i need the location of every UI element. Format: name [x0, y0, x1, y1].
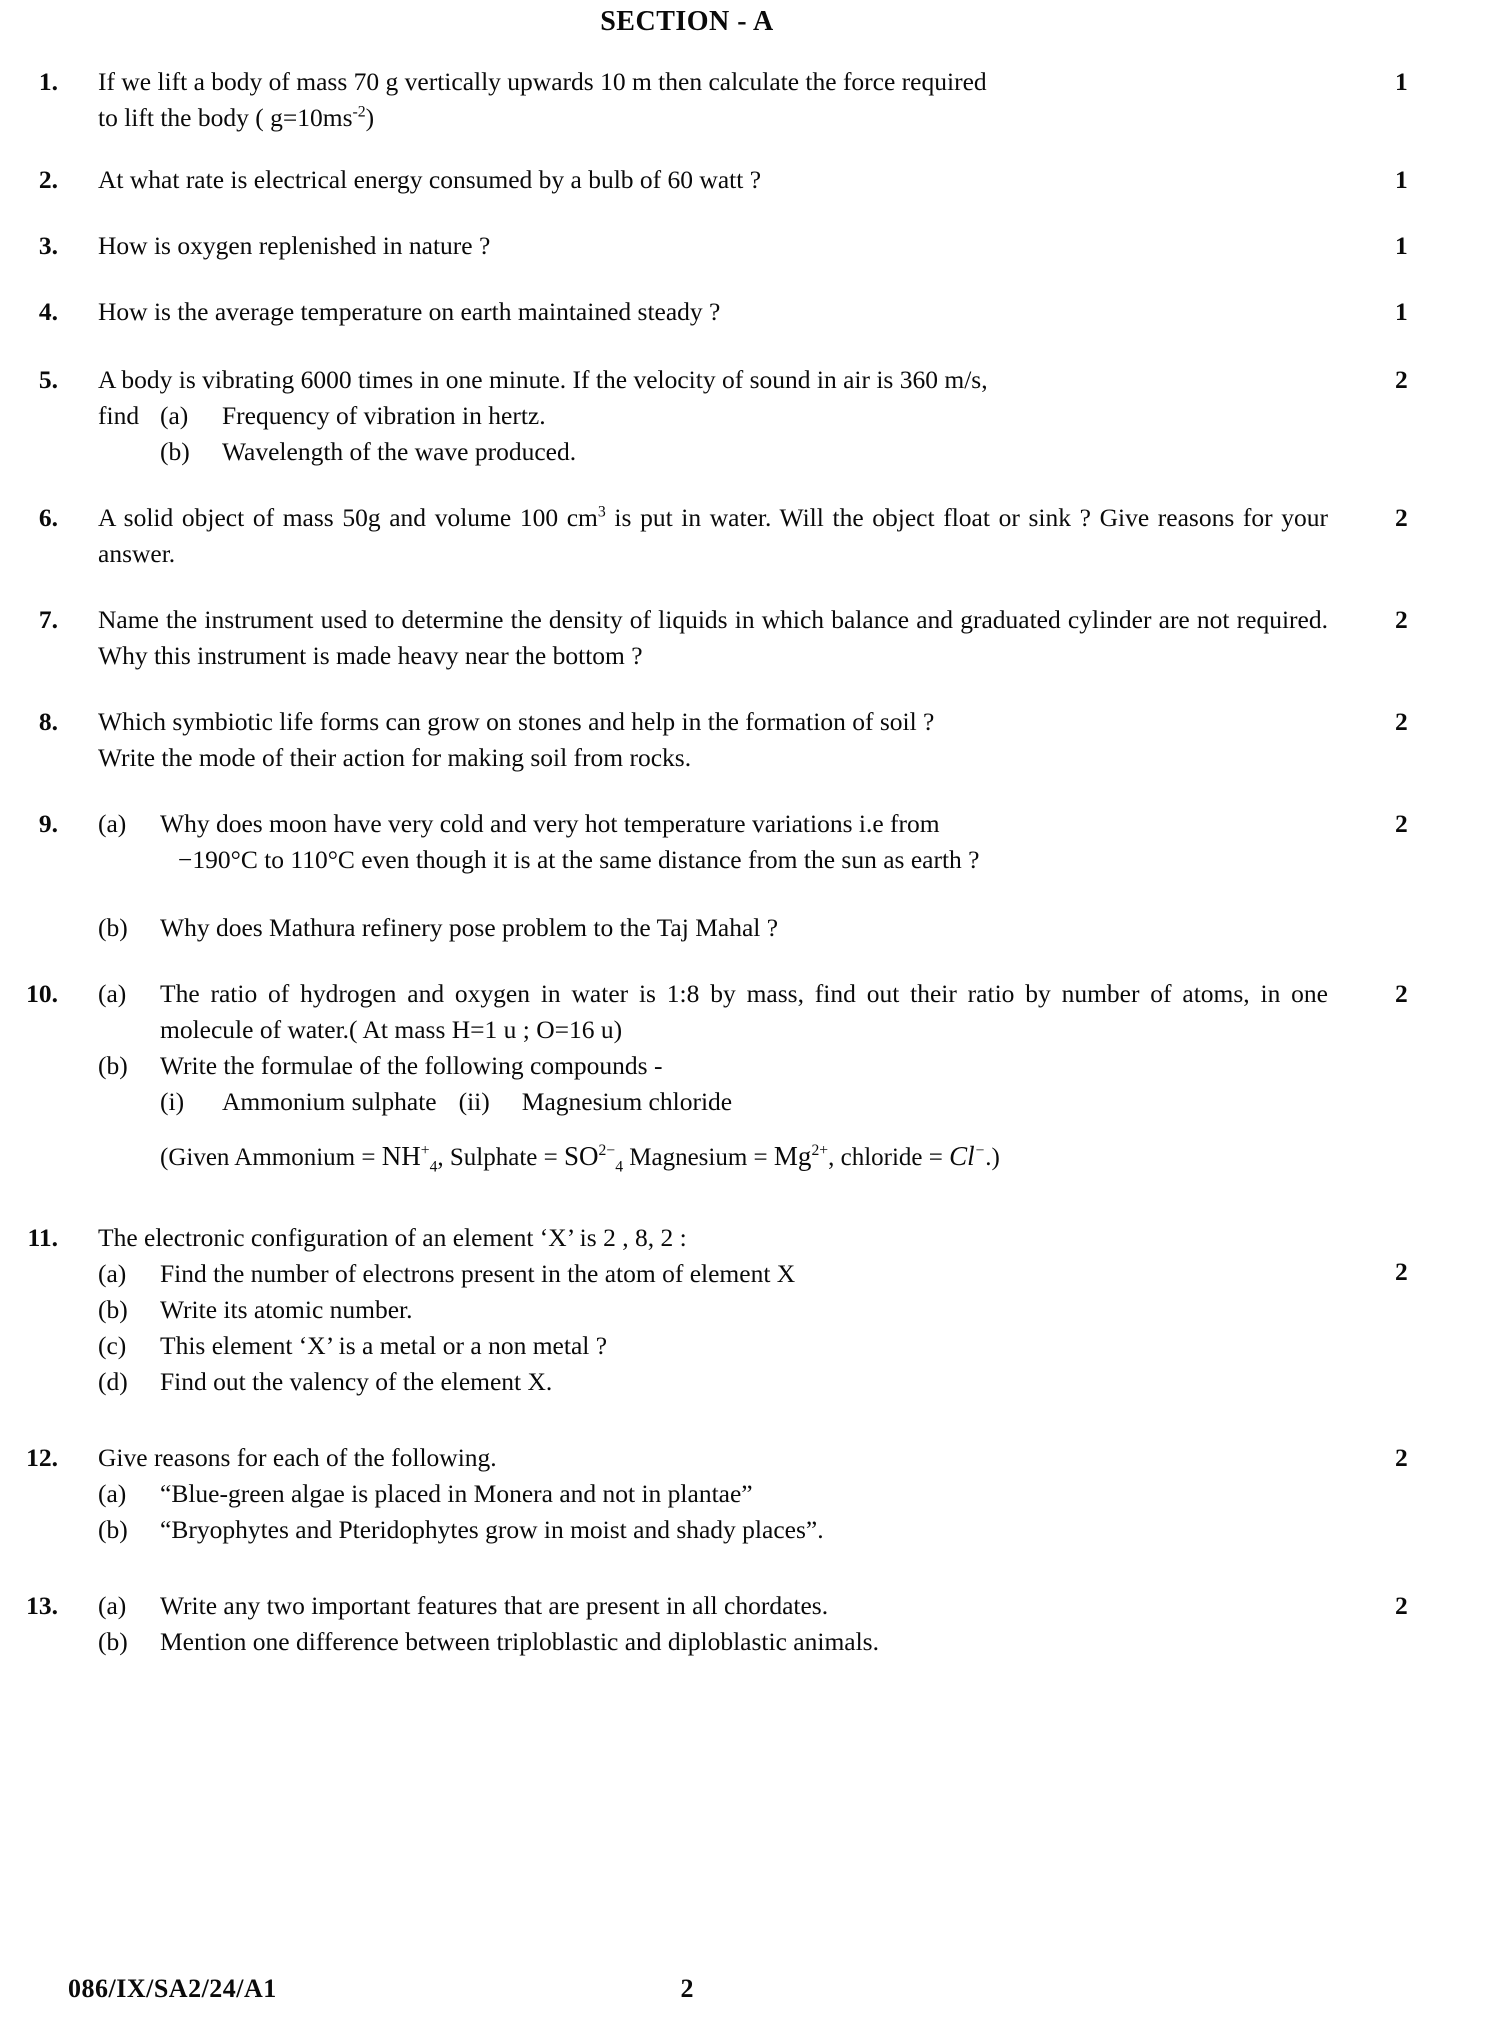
marks-value: 2	[1395, 365, 1408, 394]
question-number: 9.	[38, 809, 58, 838]
formula-close: .)	[985, 1144, 1000, 1171]
question-text-fragment: A solid object of mass 50g and volume 100 cm	[98, 503, 598, 532]
marks-value: 2	[1395, 605, 1408, 634]
question-item-6	[0, 500, 1504, 572]
question-number: 5.	[38, 365, 58, 394]
subitem-label: (d)	[98, 1367, 128, 1396]
page-footer	[0, 1974, 1504, 2014]
chloride-formula	[949, 1141, 985, 1171]
question-body: Name the instrument used to determine the density of liquids in which balance and graduated cylinder are not required. Why this instrument is made heavy near the bottom ?	[98, 605, 1328, 670]
question-body	[68, 500, 1328, 572]
formula-sep: , Sulphate =	[437, 1144, 564, 1171]
marks-value: 2	[1395, 707, 1408, 736]
paper-code: 086/IX/SA2/24/A1	[68, 1974, 277, 2003]
subitem-text: Frequency of vibration in hertz.	[222, 401, 546, 430]
subitem-text: This element ‘X’ is a metal or a non metal ?	[160, 1331, 608, 1360]
question-number: 11.	[27, 1223, 58, 1252]
question-body	[68, 1440, 1328, 1548]
chloride-charge: −	[974, 1142, 986, 1159]
question-subitem	[98, 434, 1328, 470]
question-body	[68, 976, 1328, 1176]
subitem-label: (b)	[98, 913, 128, 942]
question-subitem	[98, 1588, 1328, 1624]
question-text-line: At what rate is electrical energy consumed by a bulb of 60 watt ?	[98, 165, 762, 194]
question-item-13	[0, 1588, 1504, 1660]
question-subitem	[98, 1256, 1328, 1292]
question-subitem	[98, 398, 1328, 434]
question-text-fragment: )	[365, 103, 375, 132]
subitem-text: Write its atomic number.	[160, 1295, 413, 1324]
question-subitem	[98, 1476, 1328, 1512]
subitem-text	[160, 806, 1328, 878]
formula-line	[98, 1138, 1328, 1176]
subitem-label: (a)	[98, 979, 127, 1008]
question-number: 13.	[26, 1591, 58, 1620]
question-text-line: Give reasons for each of the following.	[98, 1443, 497, 1472]
roman-text: Ammonium sulphate	[222, 1087, 437, 1116]
subitem-text: Why does Mathura refinery pose problem to the Taj Mahal ?	[160, 913, 779, 942]
subitem-label: (a)	[98, 1259, 127, 1288]
question-number: 8.	[38, 707, 58, 736]
question-item-10	[0, 976, 1504, 1176]
subitem-label: (b)	[98, 1627, 128, 1656]
formula-open: (Given Ammonium =	[160, 1144, 382, 1171]
question-text-fragment: to lift the body ( g=10ms	[98, 103, 353, 132]
question-item-11	[0, 1220, 1504, 1400]
exponent: 3	[597, 503, 606, 521]
question-item-1	[0, 64, 1504, 136]
question-subitem	[98, 1624, 1328, 1660]
question-text-fragment: is put in water. Will the object float or sink ? Give reasons for your answer.	[98, 503, 1329, 568]
question-list	[0, 64, 1504, 1660]
question-text-line: Write the mode of their action for making soil from rocks.	[98, 743, 692, 772]
question-item-2	[0, 162, 1504, 198]
magnesium-symbol: Mg	[773, 1141, 812, 1171]
subitem-label: (b)	[160, 437, 190, 466]
subitem-text: Mention one difference between triploblastic and diploblastic animals.	[160, 1627, 879, 1656]
sulphate-symbol: SO	[564, 1141, 599, 1171]
question-number: 10.	[26, 979, 58, 1008]
subitem-text: Wavelength of the wave produced.	[222, 437, 577, 466]
question-text-line	[98, 100, 1328, 136]
magnesium-charge: 2+	[811, 1142, 829, 1159]
subitem-text: Find the number of electrons present in the atom of element X	[160, 1259, 796, 1288]
question-subitem	[98, 976, 1328, 1048]
marks-value: 1	[1395, 67, 1408, 96]
marks-value: 2	[1395, 1257, 1408, 1286]
subitem-text: Write any two important features that are present in all chordates.	[160, 1591, 829, 1620]
question-body	[68, 64, 1328, 136]
find-keyword: find	[98, 401, 140, 430]
ammonium-formula	[381, 1141, 438, 1176]
question-subitem-roman	[98, 1084, 1328, 1120]
question-text-line: How is oxygen replenished in nature ?	[98, 231, 491, 260]
ammonium-symbol: NH	[381, 1141, 421, 1171]
page-number: 2	[680, 1974, 694, 2003]
question-text-line: Which symbiotic life forms can grow on stones and help in the formation of soil ?	[98, 707, 935, 736]
chloride-symbol: Cl	[949, 1141, 975, 1171]
sulphate-formula	[564, 1141, 624, 1176]
question-body	[68, 704, 1328, 776]
question-number: 4.	[38, 297, 58, 326]
sulphate-subscript: 4	[615, 1158, 624, 1176]
question-body	[68, 362, 1328, 470]
subitem-text: “Blue-green algae is placed in Monera and not in plantae”	[160, 1479, 753, 1508]
marks-value: 2	[1395, 503, 1408, 532]
question-item-5	[0, 362, 1504, 470]
formula-sep: Magnesium =	[623, 1144, 774, 1171]
question-number: 1.	[38, 67, 58, 96]
magnesium-formula	[774, 1141, 828, 1171]
marks-value: 1	[1395, 231, 1408, 260]
ammonium-subscript: 4	[429, 1158, 438, 1176]
sulphate-charge: 2−	[598, 1142, 616, 1159]
subitem-text-line: −190°C to 110°C even though it is at the same distance from the sun as earth ?	[178, 845, 980, 874]
question-body	[68, 1588, 1328, 1660]
question-number: 7.	[38, 605, 58, 634]
question-subitem	[98, 910, 1328, 946]
subitem-label: (a)	[98, 809, 127, 838]
subitem-text-line: Why does moon have very cold and very hot temperature variations i.e from	[160, 809, 940, 838]
subitem-label: (b)	[98, 1295, 128, 1324]
question-subitem	[98, 1512, 1328, 1548]
roman-text: Magnesium chloride	[521, 1087, 733, 1116]
subitem-label: (b)	[98, 1051, 128, 1080]
marks-value: 2	[1395, 979, 1408, 1008]
subitem-label: (a)	[98, 1591, 127, 1620]
subitem-label: (b)	[98, 1515, 128, 1544]
subitem-label: (a)	[98, 1479, 127, 1508]
subitem-label: (c)	[98, 1331, 127, 1360]
ammonium-charge: +	[420, 1142, 430, 1159]
question-text-line: How is the average temperature on earth maintained steady ?	[98, 297, 721, 326]
marks-value: 2	[1395, 1591, 1408, 1620]
subitem-text: “Bryophytes and Pteridophytes grow in moist and shady places”.	[160, 1515, 824, 1544]
question-body	[68, 806, 1328, 946]
marks-value: 2	[1395, 1443, 1408, 1472]
question-item-4	[0, 294, 1504, 330]
question-number: 3.	[38, 231, 58, 260]
question-subitem	[98, 1292, 1328, 1328]
question-number: 12.	[26, 1443, 58, 1472]
exponent: -2	[352, 103, 366, 121]
marks-value: 1	[1395, 297, 1408, 326]
question-subitem	[98, 806, 1328, 878]
question-text-line: If we lift a body of mass 70 g vertically upwards 10 m then calculate the force required	[98, 67, 987, 96]
subitem-text: The ratio of hydrogen and oxygen in water is 1:8 by mass, find out their ratio by number of atoms, in one molecule of water.( At mass H=1 u ; O=16 u)	[160, 979, 1328, 1044]
question-subitem	[98, 1328, 1328, 1364]
formula-sep: , chloride =	[828, 1144, 950, 1171]
roman-label: (ii)	[458, 1087, 490, 1116]
question-subitem	[98, 1364, 1328, 1400]
question-number: 6.	[38, 503, 58, 532]
question-body	[68, 294, 1328, 330]
subitem-text: Find out the valency of the element X.	[160, 1367, 553, 1396]
question-body	[68, 162, 1328, 198]
question-item-3	[0, 228, 1504, 264]
marks-value: 1	[1395, 165, 1408, 194]
subitem-text: Write the formulae of the following compounds -	[160, 1051, 663, 1080]
question-text-line: The electronic configuration of an element ‘X’ is 2 , 8, 2 :	[98, 1223, 687, 1252]
question-number: 2.	[38, 165, 58, 194]
subitem-label: (a)	[160, 401, 189, 430]
question-item-12	[0, 1440, 1504, 1548]
question-text-line: A body is vibrating 6000 times in one minute. If the velocity of sound in air is 360 m/s,	[98, 365, 988, 394]
question-item-8	[0, 704, 1504, 776]
marks-value: 2	[1395, 809, 1408, 838]
question-body	[68, 1220, 1328, 1400]
question-subitem	[98, 1048, 1328, 1084]
question-item-7	[0, 602, 1504, 674]
roman-label: (i)	[160, 1087, 185, 1116]
question-item-9	[0, 806, 1504, 946]
question-body	[68, 228, 1328, 264]
section-header: SECTION - A	[600, 6, 774, 37]
